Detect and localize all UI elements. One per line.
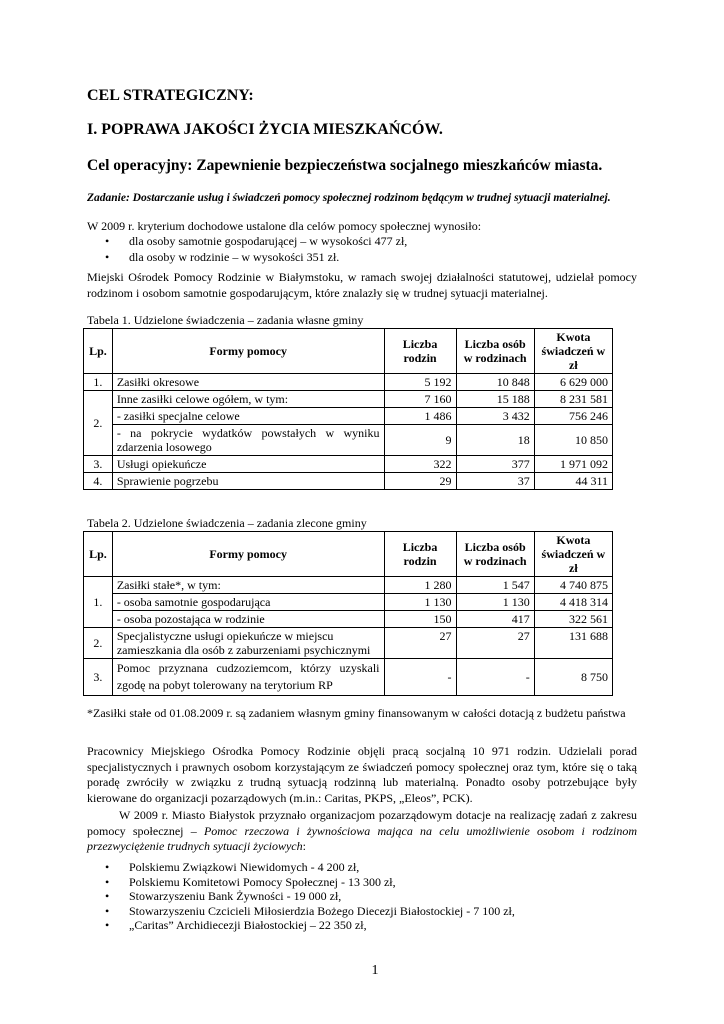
heading-goal: CEL STRATEGICZNY: <box>87 87 254 104</box>
heading-section: I. POPRAWA JAKOŚCI ŻYCIA MIESZKAŃCÓW. <box>87 121 443 138</box>
list-item: • Polskiemu Związkowi Niewidomych - 4 200 zł, <box>87 860 637 875</box>
table-row: 3. Pomoc przyznana cudzoziemcom, którzy uzyskali zgodę na pobyt tolerowany na terytorium RP - - 8 750 <box>84 659 613 696</box>
heading-operational: Cel operacyjny: Zapewnienie bezpieczeństwa socjalnego mieszkańców miasta. <box>87 157 603 174</box>
table-row: 4. Sprawienie pogrzebu 29 37 44 311 <box>84 473 613 490</box>
paragraph-mopr: Miejski Ośrodek Pomocy Rodzinie w Białymstoku, w ramach swojej działalności statutowej, udzielał pomocy rodzinom i osobom samotnie gospodarującym, które znalazły się w trudnej sytuacji materialnej. <box>87 270 637 300</box>
table-header: Liczba osób w rodzinach <box>456 532 534 577</box>
list-item: • Polskiemu Komitetowi Pomocy Społecznej - 13 300 zł, <box>87 875 637 890</box>
list-item: • Stowarzyszeniu Czcicieli Miłosierdzia Bożego Diecezji Białostockiej - 7 100 zł, <box>87 904 637 919</box>
page-number: 1 <box>371 963 379 978</box>
table-row: 2. Inne zasiłki celowe ogółem, w tym: 7 160 15 188 8 231 581 <box>84 391 613 408</box>
list-item: • Stowarzyszeniu Bank Żywności - 19 000 zł, <box>87 889 637 904</box>
list-item: • dla osoby w rodzinie – w wysokości 351 zł. <box>87 250 637 266</box>
list-item: • dla osoby samotnie gospodarującej – w wysokości 477 zł, <box>87 234 637 250</box>
list-item: • „Caritas” Archidiecezji Białostockiej – 22 350 zł, <box>87 918 637 933</box>
intro-text: W 2009 r. kryterium dochodowe ustalone dla celów pomocy społecznej wynosiło: <box>87 219 482 233</box>
table-header: Liczba osób w rodzinach <box>456 329 534 374</box>
table-row: 3. Usługi opiekuńcze 322 377 1 971 092 <box>84 456 613 473</box>
table2 <box>83 531 613 696</box>
table-row: - na pokrycie wydatków powstałych w wyniku zdarzenia losowego 9 18 10 850 <box>84 425 613 456</box>
paragraph-grants: W 2009 r. Miasto Białystok przyznało organizacjom pozarządowym dotacje na realizację zadań z zakresu pomocy społecznej – Pomoc rzeczowa i żywnościowa mająca na celu umożliwienie osobom i rodzinom przezwyciężenie trudnych sytuacji życiowych: <box>87 808 637 853</box>
table-header: Liczba rodzin <box>384 532 456 577</box>
table-header: Lp. <box>84 329 113 374</box>
table-row: - osoba samotnie gospodarująca 1 130 1 130 4 418 314 <box>84 594 613 611</box>
table1-caption: Tabela 1. Udzielone świadczenia – zadania własne gminy <box>87 313 364 327</box>
table2-footnote: *Zasiłki stałe od 01.08.2009 r. są zadaniem własnym gminy finansowanym w całości dotacją z budżetu państwa <box>87 706 626 720</box>
paragraph-workers: Pracownicy Miejskiego Ośrodka Pomocy Rodzinie objęli pracą socjalną 10 971 rodzin. Udzielali porad specjalistycznych i prawnych osobom korzystającym ze świadczeń pomocy społecznej oraz tym, które się o taką poradę zwróciły w związku z trudną sytuacją rodzinną lub materialną. Ponadto osoby potrzebujące były kierowane do organizacji pozarządowych (m.in.: Caritas, PKPS, „Eleos”, PCK). <box>87 744 637 805</box>
criteria-list <box>87 234 637 265</box>
table-row: 2. Specjalistyczne usługi opiekuńcze w miejscu zamieszkania dla osób z zaburzeniami psychicznymi 27 27 131 688 <box>84 628 613 659</box>
table1 <box>83 328 613 490</box>
table-row: - osoba pozostająca w rodzinie 150 417 322 561 <box>84 611 613 628</box>
table-header: Formy pomocy <box>112 329 384 374</box>
table-header: Lp. <box>84 532 113 577</box>
table-header: Kwota świadczeń w zł <box>534 329 612 374</box>
table-row: 1. Zasiłki stałe*, w tym: 1 280 1 547 4 740 875 <box>84 577 613 594</box>
table-row: - zasiłki specjalne celowe 1 486 3 432 756 246 <box>84 408 613 425</box>
table-header: Liczba rodzin <box>384 329 456 374</box>
table-header: Formy pomocy <box>112 532 384 577</box>
table-header: Kwota świadczeń w zł <box>534 532 612 577</box>
grants-list <box>87 860 637 933</box>
task-statement: Zadanie: Dostarczanie usług i świadczeń pomocy społecznej rodzinom będącym w trudnej sytuacji materialnej. <box>87 192 611 204</box>
table2-caption: Tabela 2. Udzielone świadczenia – zadania zlecone gminy <box>87 516 367 530</box>
table-row: 1. Zasiłki okresowe 5 192 10 848 6 629 000 <box>84 374 613 391</box>
